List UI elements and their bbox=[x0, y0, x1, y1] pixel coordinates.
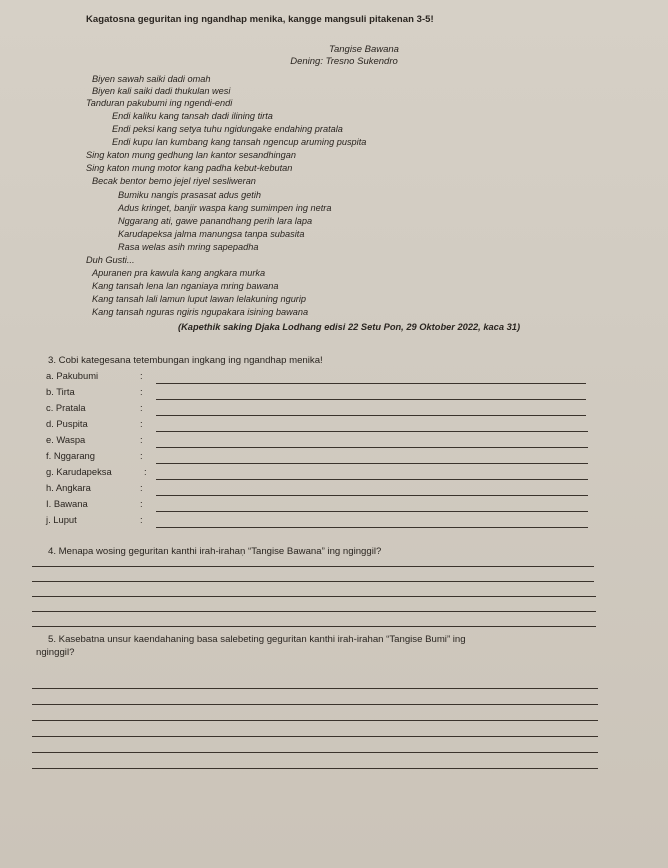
q3-answer-line-a[interactable] bbox=[156, 383, 586, 384]
poem-line: Apuranen pra kawula kang angkara murka bbox=[92, 268, 266, 278]
poem-line: Kang tansah lali lamun luput lawan lelakuning ngurip bbox=[92, 294, 307, 304]
q3-term-e: e. Waspa bbox=[46, 434, 86, 445]
q4-answer-line[interactable] bbox=[32, 626, 596, 627]
question-3-prompt: 3. Cobi kategesana tetembungan ingkang ing ngandhap menika! bbox=[48, 355, 323, 366]
instruction-header: Kagatosna geguritan ing ngandhap menika, kangge mangsuli pitakenan 3-5! bbox=[86, 14, 434, 25]
q3-colon: : bbox=[140, 386, 143, 397]
poem-line: Sing katon mung gedhung lan kantor sesandhingan bbox=[86, 150, 296, 160]
poem-line: Becak bentor bemo jejel riyel sesliweran bbox=[92, 176, 256, 186]
q3-term-i: I. Bawana bbox=[46, 498, 88, 509]
question-5-prompt-line1: 5. Kasebatna unsur kaendahaning basa salebeting geguritan kanthi irah-irahan “Tangise Bumi” ing bbox=[48, 634, 466, 645]
question-5-prompt-line2: nginggil? bbox=[36, 647, 75, 658]
poem-line: Biyen sawah saiki dadi omah bbox=[92, 74, 211, 84]
q3-colon: : bbox=[140, 450, 143, 461]
q3-colon: : bbox=[144, 466, 147, 477]
poem-line: Nggarang ati, gawe panandhang perih lara lapa bbox=[118, 216, 313, 226]
q3-colon: : bbox=[140, 370, 143, 381]
q5-answer-line[interactable] bbox=[32, 768, 598, 769]
poem-line: Rasa welas asih mring sapepadha bbox=[118, 242, 259, 252]
q4-answer-line[interactable] bbox=[32, 566, 594, 567]
poem-line: Tanduran pakubumi ing ngendi-endi bbox=[86, 98, 233, 108]
q5-answer-line[interactable] bbox=[32, 752, 598, 753]
q3-term-j: j. Luput bbox=[46, 514, 77, 525]
poem-line: Bumiku nangis prasasat adus getih bbox=[118, 190, 262, 200]
poem-line: Endi peksi kang setya tuhu ngidungake endahing pratala bbox=[112, 124, 343, 134]
q3-colon: : bbox=[140, 498, 143, 509]
question-4-prompt: 4. Menapa wosing geguritan kanthi irah-irahaṇ “Tangise Bawana” ing nginggil? bbox=[48, 546, 382, 557]
poem-line: Duh Gusti... bbox=[86, 255, 135, 265]
poem-line: Biyen kali saiki dadi thukulan wesi bbox=[92, 86, 231, 96]
q3-colon: : bbox=[140, 418, 143, 429]
q5-answer-line[interactable] bbox=[32, 736, 598, 737]
q3-answer-line-e[interactable] bbox=[156, 447, 588, 448]
q3-answer-line-c[interactable] bbox=[156, 415, 586, 416]
q3-term-g: g. Karudapeksa bbox=[46, 466, 112, 477]
q3-answer-line-h[interactable] bbox=[156, 495, 588, 496]
q5-answer-line[interactable] bbox=[32, 704, 598, 705]
poem-line: Adus kringet, banjir waspa kang sumimpen ing netra bbox=[118, 203, 332, 213]
q3-answer-line-j[interactable] bbox=[156, 527, 588, 528]
q3-colon: : bbox=[140, 434, 143, 445]
poem-line: Endi kaliku kang tansah dadi ilining tirta bbox=[112, 111, 273, 121]
poem-line: Sing katon mung motor kang padha kebut-kebutan bbox=[86, 163, 293, 173]
q3-colon: : bbox=[140, 482, 143, 493]
q5-answer-line[interactable] bbox=[32, 688, 598, 689]
q3-answer-line-g[interactable] bbox=[156, 479, 588, 480]
poem-line: Kang tansah lena lan nganiaya mring bawana bbox=[92, 281, 279, 291]
q3-colon: : bbox=[140, 402, 143, 413]
q3-term-a: a. Pakubumi bbox=[46, 370, 99, 381]
q3-answer-line-i[interactable] bbox=[156, 511, 588, 512]
q3-colon: : bbox=[140, 514, 143, 525]
poem-title: Tangise Bawana bbox=[329, 44, 399, 55]
q4-answer-line[interactable] bbox=[32, 581, 594, 582]
poem-line: Endi kupu lan kumbang kang tansah ngencup aruming puspita bbox=[112, 137, 367, 147]
q3-answer-line-d[interactable] bbox=[156, 431, 588, 432]
q3-term-c: c. Pratala bbox=[46, 402, 86, 413]
q3-answer-line-b[interactable] bbox=[156, 399, 586, 400]
poem-line: Kang tansah nguras ngiris ngupakara isining bawana bbox=[92, 307, 309, 317]
q4-answer-line[interactable] bbox=[32, 596, 596, 597]
q3-answer-line-f[interactable] bbox=[156, 463, 588, 464]
poem-author: Dening: Tresno Sukendro bbox=[290, 56, 398, 67]
q5-answer-line[interactable] bbox=[32, 720, 598, 721]
poem-line: Karudapeksa jalma manungsa tanpa subasita bbox=[118, 229, 305, 239]
q4-answer-line[interactable] bbox=[32, 611, 596, 612]
q3-term-d: d. Puspita bbox=[46, 418, 88, 429]
q3-term-b: b. Tirta bbox=[46, 386, 75, 397]
q3-term-h: h. Angkara bbox=[46, 482, 91, 493]
poem-source: (Kapethik saking Djaka Lodhang edisi 22 Setu Pon, 29 Oktober 2022, kaca 31) bbox=[178, 322, 521, 332]
q3-term-f: f. Nggarang bbox=[46, 450, 95, 461]
